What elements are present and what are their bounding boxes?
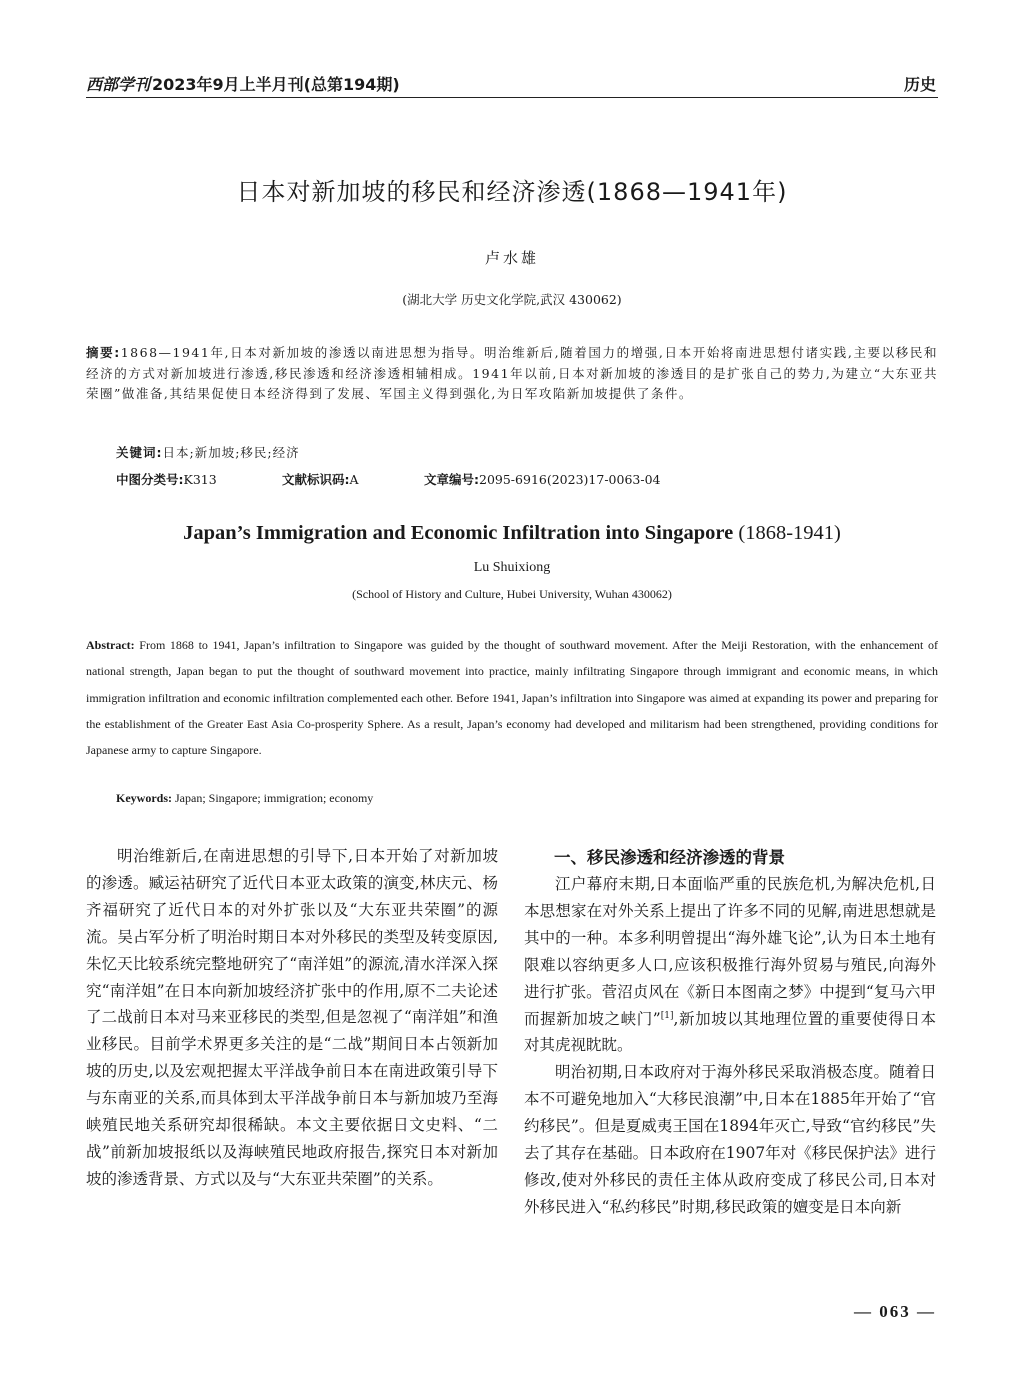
body-paragraph: 明治初期,日本政府对于海外移民采取消极态度。随着日本不可避免地加入“大移民浪潮”中,日本在1885年开始了“官约移民”。但是夏威夷王国在1894年灭亡,导致“官约移民”失去了其存在基础。日本政府在1907年对《移民保护法》进行修改,使对外移民的责任主体从政府变成了移民公司,日本对外移民进入“私约移民”时期,移民政策的嬗变是日本向新: [524, 1063, 936, 1216]
abstract-en-text: From 1868 to 1941, Japan’s infiltration to Singapore was guided by the thought of southward movement. After the Meiji Restoration, with the enhancement of national strength, Japan began to put the thought of southward movement into practice, mainly infiltrating Singapore through immigrant and economic means, in which immigration infiltration and economic infiltration complemented each other. Before 1941, Japan’s infiltration into Singapore was aimed at expanding its power and preparing for the establishment of the Greater East Asia Co-prosperity Sphere. As a result, Japan’s economy had developed and militarism had been strengthened, providing conditions for Japanese army to capture Singapore.: [86, 638, 939, 758]
clc-value: K313: [183, 472, 217, 487]
article-number: [424, 470, 660, 488]
abstract-chinese: [86, 343, 938, 405]
keywords-en-label: Keywords:: [116, 791, 172, 805]
article-label: 文章编号:: [424, 472, 479, 487]
document-code: [282, 470, 359, 488]
author-affiliation: (湖北大学 历史文化学院,武汉 430062): [402, 292, 622, 307]
running-header-left: [86, 72, 400, 95]
body-left-column: 明治维新后,在南进思想的引导下,日本开始了对新加坡的渗透。臧运祜研究了近代日本亚太政策的演变,林庆元、杨齐福研究了近代日本的对外扩张以及“大东亚共荣圈”的源流。吴占军分析了明治时期日本对外移民的类型及转变原因,朱忆天比较系统完整地研究了“南洋姐”的源流,清水洋深入探究“南洋姐”在日本向新加坡经济扩张中的作用,原不二夫论述了二战前日本对马来亚移民的类型,但是忽视了“南洋姐”和渔业移民。目前学术界更多关注的是“二战”期间日本占领新加坡的历史,以及宏观把握太平洋战争前日本在南进政策引导下与东南亚的关系,而具体到太平洋战争前日本与新加坡乃至海峡殖民地关系研究却很稀缺。本文主要依据日文史料、“二战”前新加坡报纸以及海峡殖民地政府报告,探究日本对新加坡的渗透背景、方式以及与“大东亚共荣圈”的关系。: [86, 847, 498, 1188]
article-title: 日本对新加坡的移民和经济渗透(1868—1941年): [236, 178, 788, 206]
keywords-label: 关键词:: [116, 445, 163, 460]
journal-name: 西部学刊: [86, 75, 151, 94]
body-paragraph: [524, 871, 936, 1059]
paragraph-text: 江户幕府末期,日本面临严重的民族危机,为解决危机,日本思想家在对外关系上提出了许多不同的见解,南进思想就是其中的一种。本多利明曾提出“海外雄飞论”,认为日本土地有限难以容纳更多人口,应该积极推行海外贸易与殖民,向海外进行扩张。菅沼贞风在《新日本图南之梦》中提到“复马六甲而握新加坡之峡门”: [524, 875, 936, 1028]
clc-number: [116, 470, 217, 488]
body-right-column: [524, 845, 936, 1221]
author-name: 卢水雄: [484, 249, 539, 267]
citation-marker: [1]: [660, 1010, 674, 1021]
keywords-english: [116, 791, 373, 806]
paragraph-text-end: ,新加坡以其地理位置的重要使得日本对其虎视眈眈。: [524, 1009, 936, 1055]
keywords-en-text: Japan; Singapore; immigration; economy: [175, 791, 374, 805]
page-number: — 063 —: [854, 1302, 936, 1321]
english-affiliation: (School of History and Culture, Hubei University, Wuhan 430062): [352, 587, 672, 601]
header-divider: [86, 97, 938, 98]
section-heading: 一、移民渗透和经济渗透的背景: [554, 848, 785, 867]
keywords-text: 日本;新加坡;移民;经济: [162, 445, 300, 460]
section-label: 历史: [903, 75, 936, 94]
doc-value: A: [349, 472, 359, 487]
abstract-label: 摘要:: [86, 345, 121, 360]
article-value: 2095-6916(2023)17-0063-04: [479, 472, 661, 487]
clc-label: 中图分类号:: [116, 472, 184, 487]
english-author: Lu Shuixiong: [473, 560, 551, 575]
abstract-english: [86, 632, 938, 763]
doc-label: 文献标识码:: [282, 472, 350, 487]
english-title: [0, 522, 1024, 545]
abstract-text: 1868—1941年,日本对新加坡的渗透以南进思想为指导。明治维新后,随着国力的增强,日本开始将南进思想付诸实践,主要以移民和经济的方式对新加坡进行渗透,移民渗透和经济渗透相辅相成。1941年以前,日本对新加坡的渗透目的是扩张自己的势力,为建立“大东亚共荣圈”做准备,其结果促使日本经济得到了发展、军国主义得到强化,为日军攻陷新加坡提供了条件。: [86, 345, 938, 401]
english-title-years: (1868-1941): [738, 522, 841, 544]
english-title-main: Japan’s Immigration and Economic Infiltration into Singapore: [183, 522, 734, 544]
keywords-chinese: [116, 443, 300, 461]
abstract-en-label: Abstract:: [86, 638, 135, 652]
issue-info: 2023年9月上半月刊(总第194期): [152, 75, 400, 94]
